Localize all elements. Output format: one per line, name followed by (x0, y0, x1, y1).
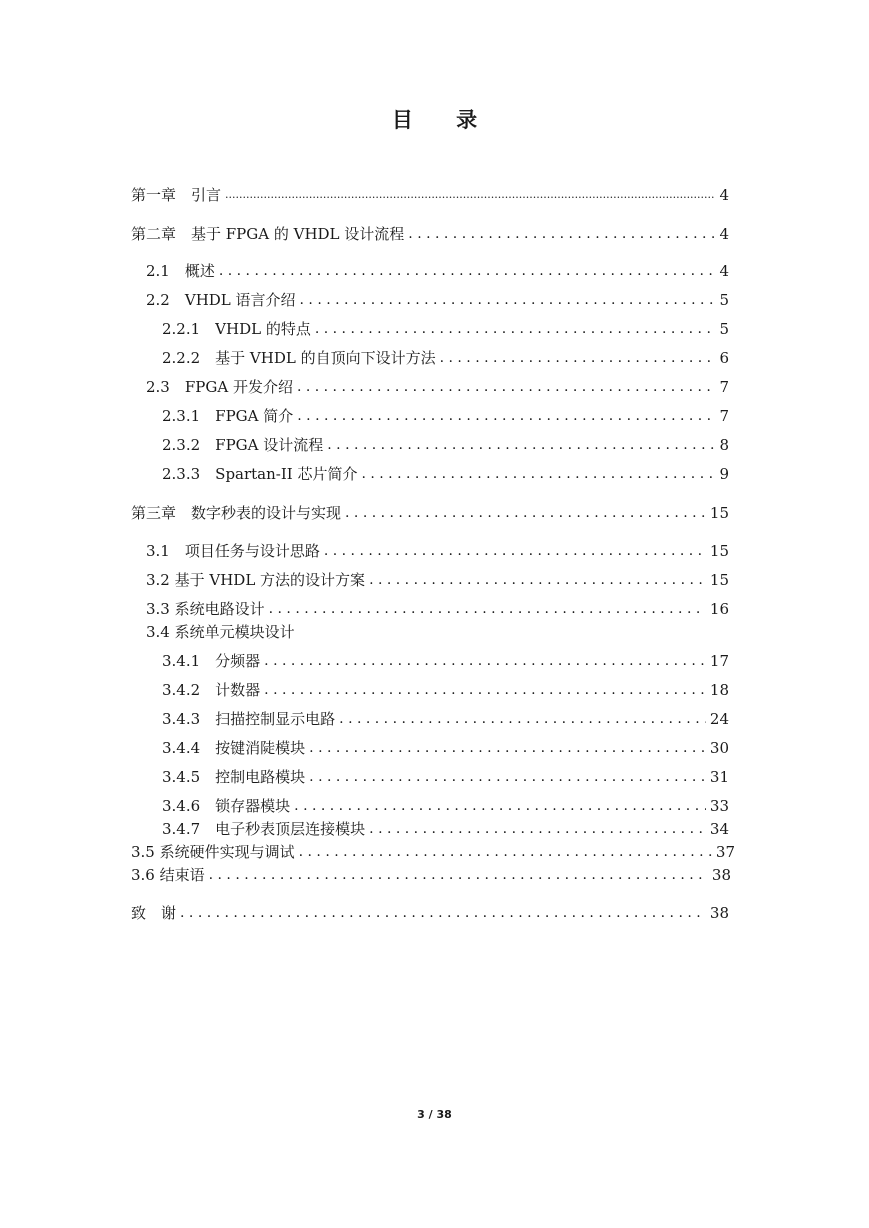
toc-leader-dots (369, 818, 706, 840)
toc-entry-page: 5 (719, 291, 729, 309)
toc-entry-label: 3.4.1 分频器 (162, 652, 261, 670)
toc-entry-page: 15 (709, 504, 729, 522)
toc-entry-page: 4 (719, 262, 729, 280)
toc-leader-dots (345, 502, 706, 524)
toc-entry-label: 3.3 系统电路设计 (146, 600, 265, 618)
toc-entry-page: 15 (709, 571, 729, 589)
toc-entry-3-4-7[interactable] (162, 818, 729, 840)
toc-entry-page: 7 (719, 407, 729, 425)
toc-entry-3-2[interactable] (146, 569, 729, 591)
toc-entry-page: 38 (709, 904, 729, 922)
toc-entry-chapter-3[interactable] (131, 502, 729, 524)
toc-leader-dots (339, 708, 706, 730)
toc-entry-label: 第一章 引言 (131, 186, 222, 204)
toc-leader-dots (297, 405, 715, 427)
toc-entry-page: 7 (719, 378, 729, 396)
toc-entry-3-5[interactable] (131, 841, 735, 863)
toc-entry-page: 9 (719, 465, 729, 483)
toc-entry-page: 38 (711, 866, 731, 884)
toc-entry-3-4-4[interactable] (162, 737, 729, 759)
toc-entry-3-4-1[interactable] (162, 650, 729, 672)
toc-entry-label: 3.5 系统硬件实现与调试 (131, 843, 295, 861)
toc-entry-page: 16 (709, 600, 729, 618)
toc-entry-2-2[interactable] (146, 289, 729, 311)
toc-entry-label: 3.4 系统单元模块设计 (146, 623, 295, 641)
toc-entry-page: 33 (709, 797, 729, 815)
toc-entry-label: 3.1 项目任务与设计思路 (146, 542, 320, 560)
toc-entry-2-1[interactable] (146, 260, 729, 282)
toc-leader-dots (361, 463, 715, 485)
toc-leader-dots (269, 598, 706, 620)
toc-leader-dots (309, 737, 706, 759)
toc-entry-2-3-1[interactable] (162, 405, 729, 427)
page-title: 目 录 (391, 108, 496, 132)
toc-leader-dots (219, 260, 716, 282)
toc-entry-3-4-3[interactable] (162, 708, 729, 730)
toc-leader-dots (309, 766, 706, 788)
toc-leader-dots (440, 347, 716, 369)
toc-entry-page: 24 (709, 710, 729, 728)
toc-leader-dots (180, 902, 706, 924)
toc-leader-dots (209, 864, 708, 886)
toc-entry-3-1[interactable] (146, 540, 729, 562)
toc-entry-chapter-1[interactable] (131, 184, 729, 206)
toc-entry-3-4-6[interactable] (162, 795, 729, 817)
toc-leader-dots (225, 184, 715, 206)
toc-entry-label: 2.3.2 FPGA 设计流程 (162, 436, 324, 454)
toc-entry-label: 3.4.3 扫描控制显示电路 (162, 710, 336, 728)
toc-entry-label: 第二章 基于 FPGA 的 VHDL 设计流程 (131, 225, 405, 243)
toc-entry-2-2-1[interactable] (162, 318, 729, 340)
toc-leader-dots (324, 540, 706, 562)
toc-leader-dots (369, 569, 706, 591)
toc-entry-label: 3.4.2 计数器 (162, 681, 261, 699)
toc-entry-page: 18 (709, 681, 729, 699)
toc-leader-dots (300, 289, 716, 311)
toc-leader-dots (297, 376, 716, 398)
toc-entry-page: 17 (709, 652, 729, 670)
toc-entry-label: 2.2 VHDL 语言介绍 (146, 291, 296, 309)
toc-entry-page: 15 (709, 542, 729, 560)
toc-entry-3-4-2[interactable] (162, 679, 729, 701)
toc-entry-3-3[interactable] (146, 598, 729, 620)
toc-leader-dots (299, 841, 712, 863)
toc-entry-label: 2.2.2 基于 VHDL 的自顶向下设计方法 (162, 349, 436, 367)
toc-leader-dots (315, 318, 716, 340)
toc-entry-label: 3.4.4 按键消陡模块 (162, 739, 306, 757)
toc-leader-dots (264, 650, 706, 672)
toc-entry-page: 30 (709, 739, 729, 757)
toc-entry-label: 3.4.5 控制电路模块 (162, 768, 306, 786)
toc-entry-acknowledgement[interactable] (131, 902, 729, 924)
toc-entry-3-4[interactable] (146, 621, 446, 643)
toc-entry-page: 4 (719, 186, 729, 204)
toc-entry-page: 34 (709, 820, 729, 838)
toc-leader-dots (408, 223, 715, 245)
toc-leader-dots (327, 434, 715, 456)
toc-entry-label: 致 谢 (131, 904, 177, 922)
toc-entry-page: 8 (719, 436, 729, 454)
toc-entry-label: 2.2.1 VHDL 的特点 (162, 320, 311, 338)
toc-entry-label: 2.3.3 Spartan-II 芯片简介 (162, 465, 358, 483)
toc-entry-label: 2.3.1 FPGA 简介 (162, 407, 294, 425)
toc-leader-dots (264, 679, 706, 701)
toc-entry-label: 3.4.6 锁存器模块 (162, 797, 291, 815)
toc-entry-label: 3.4.7 电子秒表顶层连接模块 (162, 820, 366, 838)
toc-entry-2-3[interactable] (146, 376, 729, 398)
toc-entry-label: 3.2 基于 VHDL 方法的设计方案 (146, 571, 366, 589)
toc-entry-2-3-3[interactable] (162, 463, 729, 485)
toc-entry-page: 4 (719, 225, 729, 243)
toc-entry-page: 6 (719, 349, 729, 367)
toc-entry-2-3-2[interactable] (162, 434, 729, 456)
toc-entry-label: 2.3 FPGA 开发介绍 (146, 378, 293, 396)
toc-entry-3-6[interactable] (131, 864, 731, 886)
toc-entry-page: 37 (715, 843, 735, 861)
toc-entry-3-4-5[interactable] (162, 766, 729, 788)
toc-entry-page: 5 (719, 320, 729, 338)
page-number-footer: 3 / 38 (417, 1108, 452, 1121)
toc-leader-dots (294, 795, 706, 817)
toc-entry-chapter-2[interactable] (131, 223, 729, 245)
toc-entry-2-2-2[interactable] (162, 347, 729, 369)
toc-entry-label: 3.6 结束语 (131, 866, 205, 884)
toc-entry-label: 2.1 概述 (146, 262, 215, 280)
toc-entry-page: 31 (709, 768, 729, 786)
toc-entry-label: 第三章 数字秒表的设计与实现 (131, 504, 342, 522)
